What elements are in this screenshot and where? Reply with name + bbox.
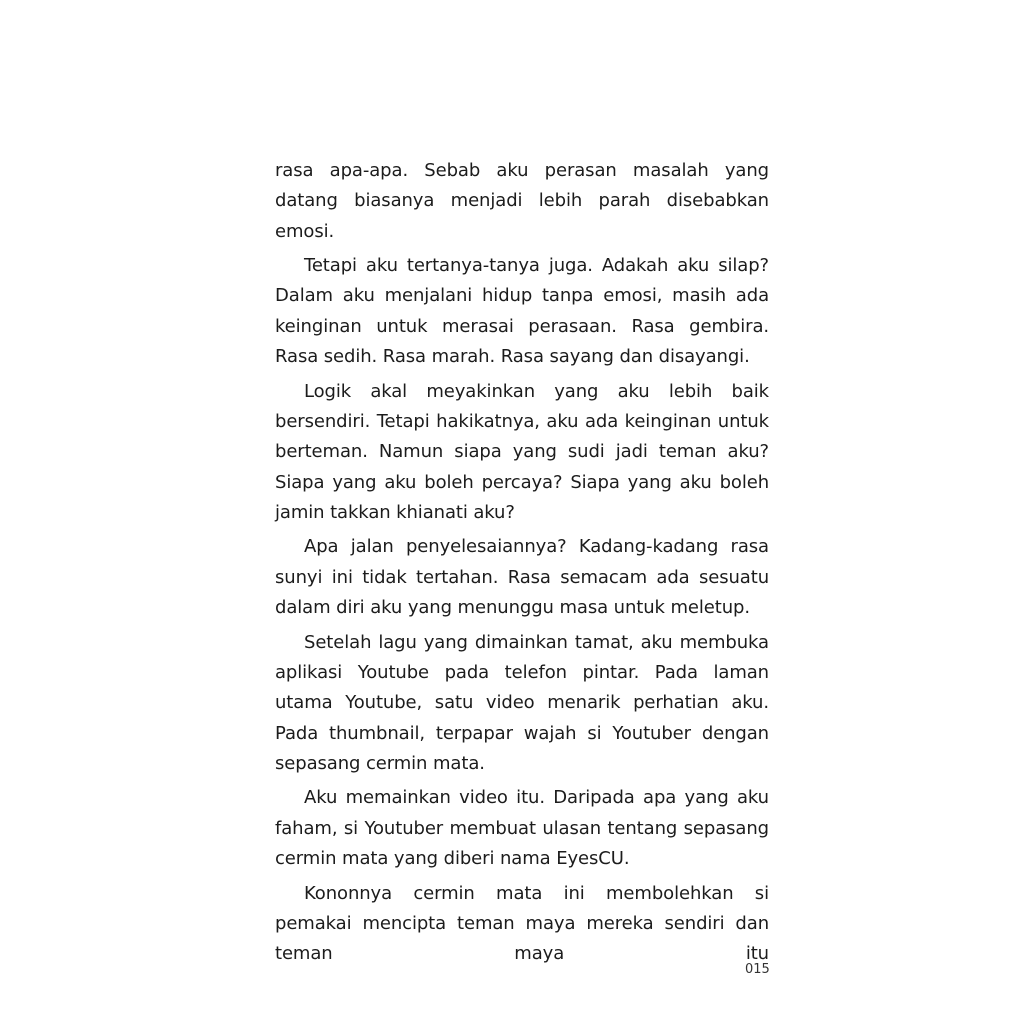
body-text	[275, 156, 769, 974]
paragraph-4: Apa jalan penyelesaiannya? Kadang-kadang rasa sunyi ini tidak tertahan. Rasa semacam ada sesuatu dalam diri aku yang menunggu masa untuk meletup.	[275, 536, 769, 619]
paragraph-1: rasa apa-apa. Sebab aku perasan masalah yang datang biasanya menjadi lebih parah disebabkan emosi.	[275, 160, 769, 242]
paragraph-6: Aku memainkan video itu. Daripada apa yang aku faham, si Youtuber membuat ulasan tentang sepasang cermin mata yang diberi nama EyesCU.	[275, 787, 769, 870]
paragraph-2: Tetapi aku tertanya-tanya juga. Adakah aku silap? Dalam aku menjalani hidup tanpa emosi, masih ada keinginan untuk merasai perasaan. Rasa gembira. Rasa sedih. Rasa marah. Rasa sayang dan disayangi.	[275, 255, 769, 368]
page-number: 015	[745, 962, 770, 977]
paragraph-3: Logik akal meyakinkan yang aku lebih baik bersendiri. Tetapi hakikatnya, aku ada keinginan untuk berteman. Namun siapa yang sudi jadi teman aku? Siapa yang aku boleh percaya? Siapa yang aku boleh jamin takkan khianati aku?	[275, 380, 769, 523]
paragraph-7: Kononnya cermin mata ini membolehkan si pemakai mencipta teman maya mereka sendiri dan teman maya itu	[275, 882, 769, 965]
paragraph-5: Setelah lagu yang dimainkan tamat, aku membuka aplikasi Youtube pada telefon pintar. Pada laman utama Youtube, satu video menarik perhatian aku. Pada thumbnail, terpapar wajah si Youtuber dengan sepasang cermin mata.	[275, 631, 769, 774]
